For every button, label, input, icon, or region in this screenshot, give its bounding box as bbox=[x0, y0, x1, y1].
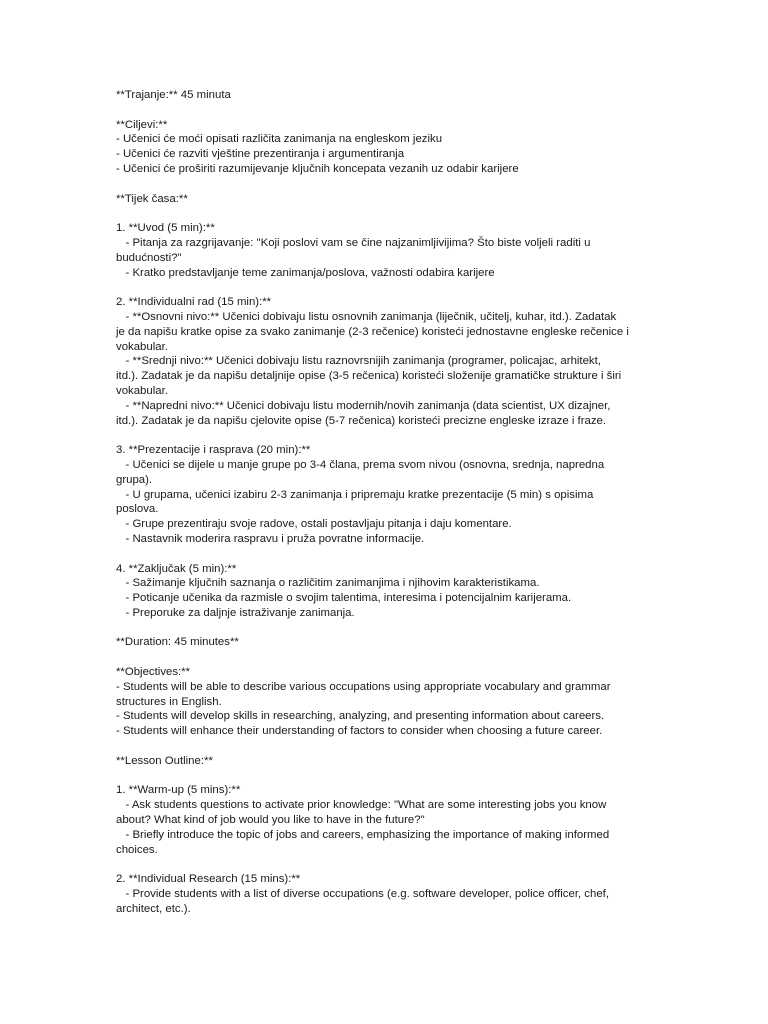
blank-line bbox=[116, 280, 656, 295]
text-line: **Ciljevi:** bbox=[116, 118, 168, 131]
document-body bbox=[116, 88, 656, 917]
text-line: - Students will develop skills in researching, analyzing, and presenting information about careers. bbox=[116, 710, 605, 723]
text-line: **Duration: 45 minutes** bbox=[116, 636, 239, 649]
text-line: - **Srednji nivo:** Učenici dobivaju listu raznovrsnijih zanimanja (programer, policajac, arhitekt, bbox=[116, 355, 601, 368]
text-line: - Ask students questions to activate prior knowledge: "What are some interesting jobs you know bbox=[116, 799, 607, 812]
blank-line bbox=[116, 621, 656, 636]
text-line: grupa). bbox=[116, 473, 153, 486]
text-line: - U grupama, učenici izabiru 2-3 zanimanja i pripremaju kratke prezentacije (5 min) s opisima bbox=[116, 488, 594, 501]
text-line: - Nastavnik moderira raspravu i pruža povratne informacije. bbox=[116, 532, 425, 545]
text-line: - Students will be able to describe various occupations using appropriate vocabulary and grammar bbox=[116, 680, 611, 693]
text-line: - Poticanje učenika da razmisle o svojim talentima, interesima i potencijalnim karijerama. bbox=[116, 592, 572, 605]
text-line: 1. **Uvod (5 min):** bbox=[116, 222, 215, 235]
text-line: 1. **Warm-up (5 mins):** bbox=[116, 784, 241, 797]
blank-line bbox=[116, 857, 656, 872]
text-line: **Objectives:** bbox=[116, 666, 191, 679]
text-line: structures in English. bbox=[116, 695, 222, 708]
text-line: vokabular. bbox=[116, 384, 168, 397]
blank-line bbox=[116, 650, 656, 665]
blank-line bbox=[116, 769, 656, 784]
blank-line bbox=[116, 428, 656, 443]
text-line: 2. **Individualni rad (15 min):** bbox=[116, 296, 272, 309]
text-line: poslova. bbox=[116, 503, 159, 516]
text-line: about? What kind of job would you like to have in the future?" bbox=[116, 814, 425, 827]
text-line: - Učenici će proširiti razumijevanje ključnih koncepata vezanih uz odabir karijere bbox=[116, 162, 519, 175]
text-line: architect, etc.). bbox=[116, 902, 191, 915]
text-line: - **Napredni nivo:** Učenici dobivaju listu modernih/novih zanimanja (data scientist, UX dizajner, bbox=[116, 399, 611, 412]
text-line: je da napišu kratke opise za svako zanimanje (2-3 rečenice) koristeći jednostavne engleske rečenice i bbox=[116, 325, 629, 338]
blank-line bbox=[116, 547, 656, 562]
text-line: choices. bbox=[116, 843, 158, 856]
text-line: - Students will enhance their understanding of factors to consider when choosing a future career. bbox=[116, 725, 603, 738]
text-line: - Učenici se dijele u manje grupe po 3-4 člana, prema svom nivou (osnovna, srednja, napredna bbox=[116, 458, 605, 471]
text-line: - Provide students with a list of diverse occupations (e.g. software developer, police officer, chef, bbox=[116, 888, 610, 901]
text-line: - Grupe prezentiraju svoje radove, ostali postavljaju pitanja i daju komentare. bbox=[116, 518, 512, 531]
text-line: itd.). Zadatak je da napišu cjelovite opise (5-7 rečenica) koristeći precizne engleske izraze i fraze. bbox=[116, 414, 607, 427]
blank-line bbox=[116, 177, 656, 192]
blank-line bbox=[116, 206, 656, 221]
text-line: **Lesson Outline:** bbox=[116, 754, 213, 767]
blank-line bbox=[116, 103, 656, 118]
text-line: **Trajanje:** 45 minuta bbox=[116, 89, 231, 101]
blank-line bbox=[116, 739, 656, 754]
text-line: 2. **Individual Research (15 mins):** bbox=[116, 873, 301, 886]
text-line: budućnosti?" bbox=[116, 251, 182, 264]
text-line: - **Osnovni nivo:** Učenici dobivaju listu osnovnih zanimanja (liječnik, učitelj, kuhar, itd.). Zadatak bbox=[116, 310, 617, 323]
text-line: - Preporuke za daljnje istraživanje zanimanja. bbox=[116, 606, 355, 619]
text-line: - Briefly introduce the topic of jobs and careers, emphasizing the importance of making informed bbox=[116, 828, 610, 841]
text-line: - Pitanja za razgrijavanje: "Koji poslovi vam se čine najzanimljivijima? Što biste voljeli raditi u bbox=[116, 236, 591, 249]
text-line: - Sažimanje ključnih saznanja o različitim zanimanjima i njihovim karakteristikama. bbox=[116, 577, 540, 590]
text-line: - Kratko predstavljanje teme zanimanja/poslova, važnosti odabira karijere bbox=[116, 266, 495, 279]
text-line: itd.). Zadatak je da napišu detaljnije opise (3-5 rečenica) koristeći složenije gramatičke strukture i širi bbox=[116, 370, 622, 383]
text-line: - Učenici će moći opisati različita zanimanja na engleskom jeziku bbox=[116, 133, 443, 146]
text-line: - Učenici će razviti vještine prezentiranja i argumentiranja bbox=[116, 148, 405, 161]
text-line: 4. **Zaključak (5 min):** bbox=[116, 562, 237, 575]
text-line: vokabular. bbox=[116, 340, 168, 353]
text-line: **Tijek časa:** bbox=[116, 192, 188, 205]
text-line: 3. **Prezentacije i rasprava (20 min):** bbox=[116, 444, 311, 457]
